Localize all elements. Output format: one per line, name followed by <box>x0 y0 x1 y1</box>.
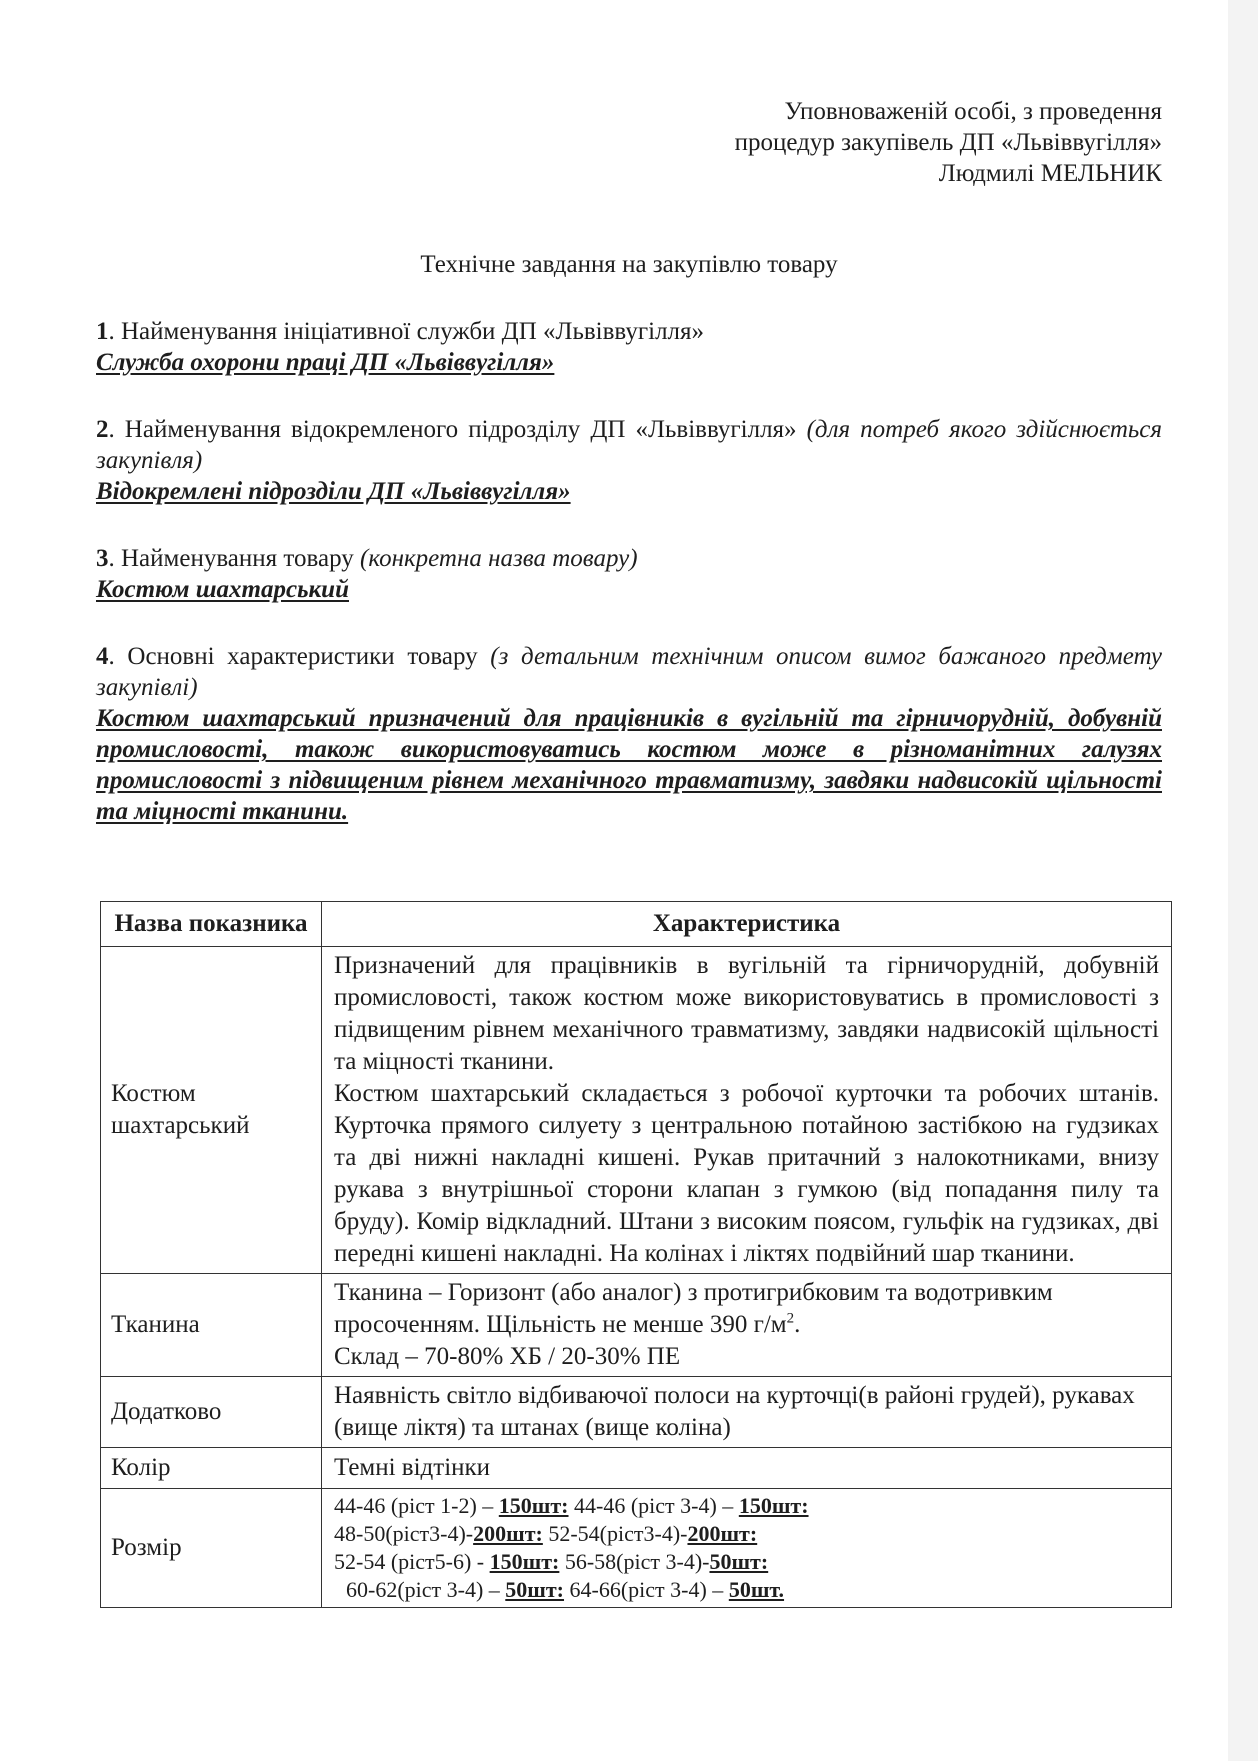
table-header-row <box>101 902 1172 947</box>
row-name: Колір <box>101 1448 322 1489</box>
row-value: Наявність світло відбиваючої полоси на курточці(в районі грудей), рукавах (вище ліктя) та штанах (вище коліна) <box>322 1377 1172 1448</box>
size-label: 44-46 (ріст 1-2) – <box>334 1493 499 1518</box>
size-qty: 50шт. <box>728 1577 785 1602</box>
addressee-line: Уповноваженій особі, з проведення <box>784 98 1162 125</box>
row-paragraph: Призначений для працівників в вугільній та гірничорудній, добувній промисловості, також костюм може використовуватись в промисловості з підвищеним рівнем механічного травматизму, завдяки надвисокій щільності та міцності тканини. <box>334 952 1159 1075</box>
size-label: 64-66(ріст 3-4) – <box>564 1577 729 1602</box>
table-row <box>101 1448 1172 1489</box>
header-name: Назва показника <box>101 902 322 947</box>
row-value: Темні відтінки <box>322 1448 1172 1489</box>
row-value <box>322 1489 1172 1608</box>
header-characteristic: Характеристика <box>322 902 1172 947</box>
addressee-line: процедур закупівель ДП «Львіввугілля» <box>734 129 1162 156</box>
row-value <box>322 1274 1172 1377</box>
size-label: 48-50(ріст3-4)- <box>334 1521 474 1546</box>
section-1 <box>96 316 1162 378</box>
row-paragraph: Тканина – Горизонт (або аналог) з протигрибковим та водотривким просоченням. Щільність не менше 390 г/м <box>334 1279 1053 1338</box>
section-number: 3 <box>96 545 109 572</box>
size-qty: 150шт: <box>489 1549 560 1574</box>
size-label: 60-62(ріст 3-4) – <box>346 1577 506 1602</box>
size-line <box>334 1576 1159 1604</box>
size-qty: 150шт: <box>498 1493 569 1518</box>
section-number: 1 <box>96 318 109 345</box>
document-title: Технічне завдання на закупівлю товару <box>420 251 838 278</box>
table-row <box>101 947 1172 1274</box>
size-qty: 50шт: <box>505 1577 565 1602</box>
section-heading: . Найменування товару <box>108 545 360 572</box>
table-row <box>101 1274 1172 1377</box>
section-note: (для потреб якого здійснюється закупівля) <box>96 416 1162 474</box>
section-heading: . Найменування відокремленого підрозділу ДП «Львіввугілля» <box>108 416 807 443</box>
size-label: 52-54 (ріст5-6) - <box>334 1549 490 1574</box>
section-answer: Костюм шахтарський призначений для працівників в вугільній та гірничорудній, добувній промисловості, також використовуватись костюм може в різноманітних галузях промисловості з підвищеним рівнем механічного травматизму, завдяки надвисокій щільності та міцності тканини. <box>96 705 1162 825</box>
size-qty: 150шт: <box>738 1493 809 1518</box>
section-answer: Служба охорони праці ДП «Львіввугілля» <box>96 349 555 376</box>
row-paragraph: Склад – 70-80% ХБ / 20-30% ПЕ <box>334 1343 681 1370</box>
section-3 <box>96 543 1162 605</box>
superscript: 2 <box>786 1310 795 1327</box>
section-answer: Відокремлені підрозділи ДП «Львіввугілля» <box>96 478 571 505</box>
row-paragraph-end: . <box>794 1311 801 1338</box>
section-note: (конкретна назва товару) <box>360 545 638 572</box>
addressee-block <box>96 96 1162 189</box>
section-note: (з детальним технічним описом вимог бажаного предмету закупівлі) <box>96 643 1163 701</box>
size-line <box>334 1492 1159 1520</box>
row-paragraph: Костюм шахтарський складається з робочої курточки та робочих штанів. Курточка прямого силуету з центральною потайною застібкою на гудзиках та дві нижні накладні кишені. Рукав притачний з налокотниками, внизу рукава з внутрішньої сторони клапан з гумкою (від попадання пилу та бруду). Комір відкладний. Штани з високим поясом, гульфік на гудзиках, дві передні кишені накладні. На колінах і ліктях подвійний шар тканини. <box>334 1080 1159 1267</box>
size-label: 44-46 (ріст 3-4) – <box>568 1493 739 1518</box>
row-name: Додатково <box>101 1377 322 1448</box>
size-qty: 200шт: <box>473 1521 543 1546</box>
size-line <box>334 1548 1159 1576</box>
section-number: 2 <box>96 416 109 443</box>
row-name: Костюм шахтарський <box>101 947 322 1274</box>
section-2 <box>96 414 1162 507</box>
size-label: 56-58(ріст 3-4)- <box>559 1549 710 1574</box>
section-4 <box>96 641 1162 827</box>
row-name: Розмір <box>101 1489 322 1608</box>
document-page <box>96 96 1162 827</box>
size-line <box>334 1520 1159 1548</box>
table-row <box>101 1377 1172 1448</box>
row-value <box>322 947 1172 1274</box>
table-row <box>101 1489 1172 1608</box>
section-heading: . Основні характеристики товару <box>108 643 491 670</box>
row-name: Тканина <box>101 1274 322 1377</box>
section-number: 4 <box>96 643 109 670</box>
size-label: 52-54(ріст3-4)- <box>542 1521 688 1546</box>
section-answer: Костюм шахтарський <box>96 576 349 603</box>
addressee-line: Людмилі МЕЛЬНИК <box>938 160 1162 187</box>
size-qty: 50шт: <box>709 1549 769 1574</box>
section-heading: . Найменування ініціативної служби ДП «Львіввугілля» <box>108 318 705 345</box>
specification-table <box>100 901 1172 1608</box>
scan-edge <box>1228 0 1258 1761</box>
size-qty: 200шт: <box>687 1521 758 1546</box>
